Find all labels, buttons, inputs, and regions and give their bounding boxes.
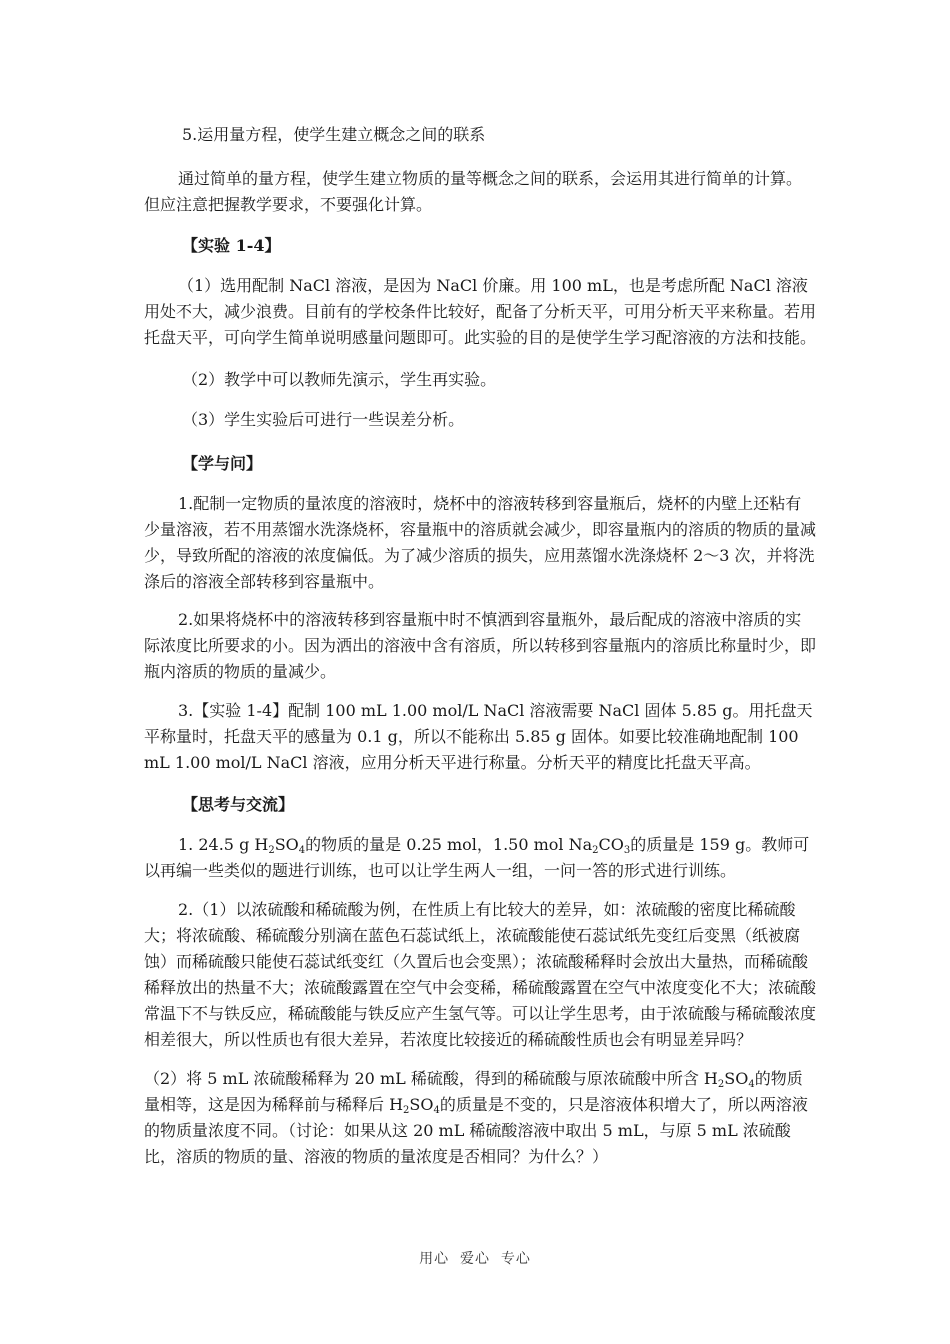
- section-5-title: 5.运用量方程，使学生建立概念之间的联系: [182, 125, 486, 144]
- subscript: 2: [268, 845, 275, 856]
- subscript: 4: [748, 1079, 755, 1090]
- section-5-body: 通过简单的量方程，使学生建立物质的量等概念之间的联系，会运用其进行简单的计算。但应注意把握教学要求，不要强化计算。: [144, 169, 803, 214]
- si-kao-paragraph-2: 2.（1）以浓硫酸和稀硫酸为例，在性质上有比较大的差异，如：浓硫酸的密度比稀硫酸大；将浓硫酸、稀硫酸分别滴在蓝色石蕊试纸上，浓硫酸能使石蕊试纸先变红后变黑（纸被腐蚀）而稀硫酸只能使石蕊试纸变红（久置后也会变黑）；浓硫酸稀释时会放出大量热，而稀硫酸稀释放出的热量不大；浓硫酸露置在空气中会变稀，稀硫酸露置在空气中浓度变化不大；浓硫酸常温下不与铁反应，稀硫酸能与铁反应产生氢气等。可以让学生思考，由于浓硫酸与稀硫酸浓度相差很大，所以性质也有很大差异，若浓度比较接近的稀硫酸性质也会有明显差异吗？: [144, 900, 817, 1049]
- text-run: CO: [598, 835, 624, 854]
- text-run: 的物质量相等，这是因为稀释前与稀释后 H: [144, 1069, 803, 1114]
- subscript: 4: [433, 1105, 440, 1116]
- subscript: 4: [298, 845, 306, 856]
- xue-yu-wen-heading: 【学与问】: [182, 454, 263, 473]
- experiment-paragraph-2: （2）教学中可以教师先演示，学生再实验。: [182, 370, 497, 389]
- text-run: 1. 24.5 g H: [178, 835, 269, 854]
- text-run: SO: [724, 1069, 749, 1088]
- subscript: 3: [623, 845, 631, 856]
- si-kao-paragraph-3: [144, 1066, 816, 1170]
- experiment-paragraph-1: （1）选用配制 NaCl 溶液，是因为 NaCl 价廉。用 100 mL，也是考虑所配 NaCl 溶液用处不大，减少浪费。目前有的学校条件比较好，配备了分析天平，可用分析天平来称量。若用托盘天平，可向学生简单说明感量问题即可。此实验的目的是使学生学习配溶液的方法和技能。: [144, 276, 817, 347]
- si-kao-heading: 【思考与交流】: [182, 795, 295, 814]
- text-run: 的质量是 159 g。教师可以再编一些类似的题进行训练，也可以让学生两人一组，一问一答的形式进行训练。: [144, 835, 810, 880]
- xue-yu-wen-paragraph-3: 3.【实验 1-4】配制 100 mL 1.00 mol/L NaCl 溶液需要 NaCl 固体 5.85 g。用托盘天平称量时，托盘天平的感量为 0.1 g，所以不能称出 5.85 g 固体。如要比较准确地配制 100 mL 1.00 mol/L NaCl 溶液，应用分析天平进行称量。分析天平的精度比托盘天平高。: [144, 701, 813, 772]
- text-run: SO: [274, 835, 299, 854]
- subscript: 2: [592, 845, 599, 856]
- xue-yu-wen-paragraph-2: 2.如果将烧杯中的溶液转移到容量瓶中时不慎洒到容量瓶外，最后配成的溶液中溶质的实际浓度比所要求的小。因为洒出的溶液中含有溶质，所以转移到容量瓶内的溶质比称量时少，即瓶内溶质的物质的量减少。: [144, 610, 817, 681]
- si-kao-paragraph-1: [144, 832, 816, 884]
- text-run: 的质量是不变的，只是溶液体积增大了，所以两溶液的物质量浓度不同。（讨论：如果从这 20 mL 稀硫酸溶液中取出 5 mL，与原 5 mL 浓硫酸比，溶质的物质的量、溶液的物质的量浓度是否相同？为什么？）: [144, 1095, 808, 1166]
- experiment-heading: 【实验 1-4】: [182, 236, 281, 255]
- text-run: （2）将 5 mL 浓硫酸稀释为 20 mL 稀硫酸，得到的稀硫酸与原浓硫酸中所含 H: [144, 1069, 718, 1088]
- text-run: 的物质的量是 0.25 mol，1.50 mol Na: [305, 835, 593, 854]
- experiment-paragraph-3: （3）学生实验后可进行一些误差分析。: [182, 410, 465, 429]
- subscript: 2: [717, 1079, 725, 1090]
- subscript: 2: [403, 1105, 410, 1116]
- text-run: SO: [409, 1095, 434, 1114]
- xue-yu-wen-paragraph-1: 1.配制一定物质的量浓度的溶液时，烧杯中的溶液转移到容量瓶后，烧杯的内壁上还粘有少量溶液，若不用蒸馏水洗涤烧杯，容量瓶中的溶质就会减少，即容量瓶内的溶质的物质的量减少，导致所配的溶液的浓度偏低。为了减少溶质的损失，应用蒸馏水洗涤烧杯 2～3 次，并将洗涤后的溶液全部转移到容量瓶中。: [144, 494, 817, 591]
- page-footer: 用心 爱心 专心: [419, 1251, 531, 1267]
